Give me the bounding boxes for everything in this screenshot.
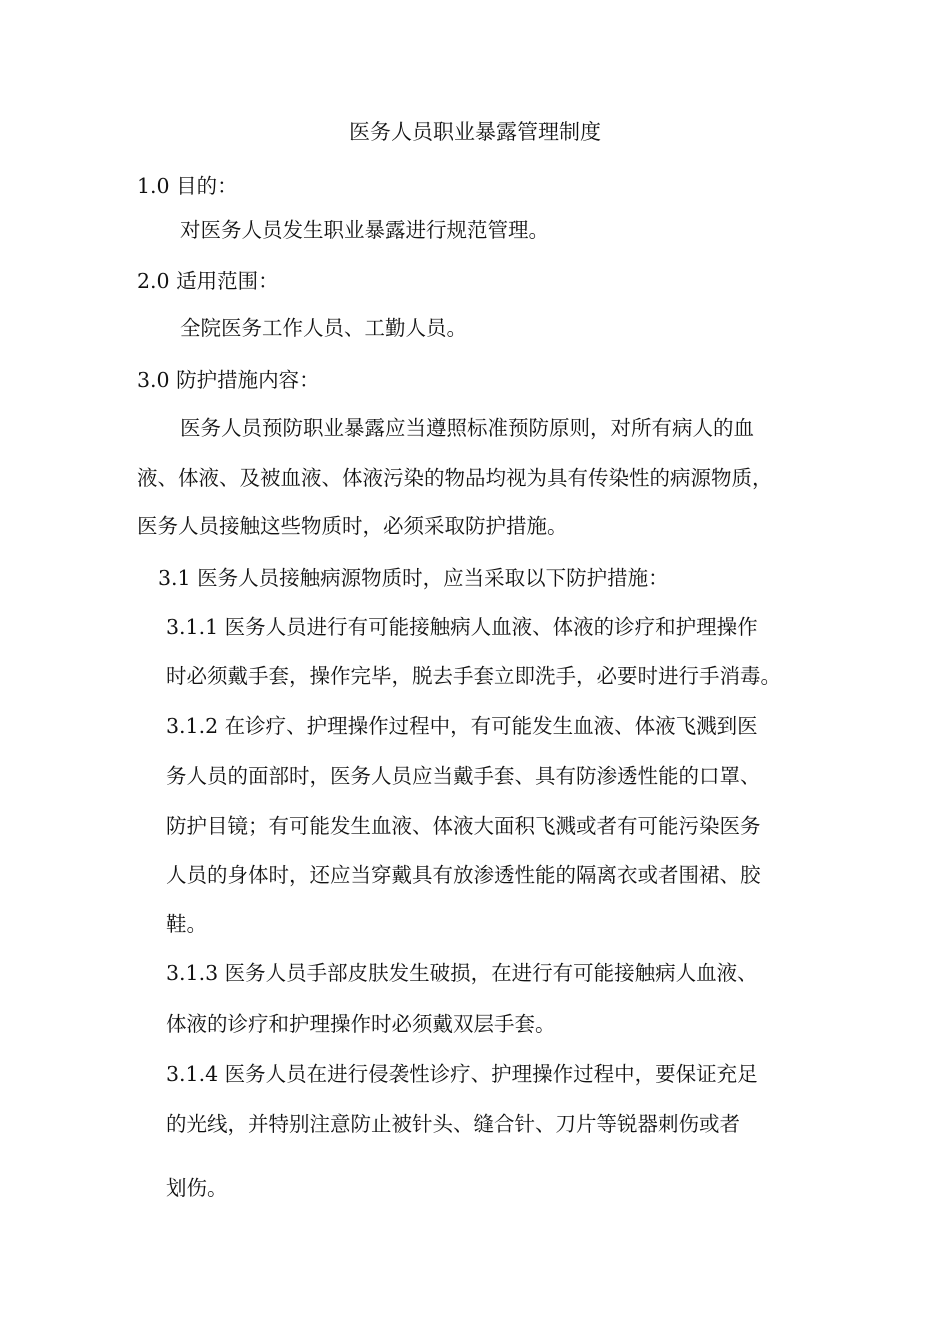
section-3-intro-line: 医务人员接触这些物质时，必须采取防护措施。 [137,514,568,538]
item-3-1-2-line: 3.1.2 在诊疗、护理操作过程中，有可能发生血液、体液飞溅到医 [166,714,758,738]
section-1-body: 对医务人员发生职业暴露进行规范管理。 [180,218,549,242]
section-3-heading: 3.0 防护措施内容： [137,368,320,392]
item-3-1-2-line: 务人员的面部时，医务人员应当戴手套、具有防渗透性能的口罩、 [166,764,761,788]
item-3-1-2-line: 鞋。 [166,912,207,936]
item-3-1-4-line: 的光线，并特别注意防止被针头、缝合针、刀片等锐器刺伤或者 [166,1112,740,1136]
item-3-1-2-line: 人员的身体时，还应当穿戴具有放渗透性能的隔离衣或者围裙、胶 [166,863,761,887]
item-3-1-1-line: 时必须戴手套，操作完毕，脱去手套立即洗手，必要时进行手消毒。 [166,664,781,688]
section-2-heading: 2.0 适用范围： [137,269,279,293]
item-3-1-3-line: 体液的诊疗和护理操作时必须戴双层手套。 [166,1012,556,1036]
item-3-1-4-line: 划伤。 [166,1176,228,1200]
section-1-heading: 1.0 目的： [137,174,238,198]
item-3-1-3-line: 3.1.3 医务人员手部皮肤发生破损，在进行有可能接触病人血液、 [166,961,758,985]
section-3-intro-line: 医务人员预防职业暴露应当遵照标准预防原则，对所有病人的血 [180,416,754,440]
section-3-intro-line: 液、体液、及被血液、体液污染的物品均视为具有传染性的病源物质， [137,466,773,490]
section-2-body: 全院医务工作人员、工勤人员。 [180,316,467,340]
document-title: 医务人员职业暴露管理制度 [349,120,601,144]
item-3-1-2-line: 防护目镜；有可能发生血液、体液大面积飞溅或者有可能污染医务 [166,814,761,838]
item-3-1: 3.1 医务人员接触病源物质时，应当采取以下防护措施： [158,566,669,590]
item-3-1-4-line: 3.1.4 医务人员在进行侵袭性诊疗、护理操作过程中，要保证充足 [166,1062,758,1086]
item-3-1-1-line: 3.1.1 医务人员进行有可能接触病人血液、体液的诊疗和护理操作 [166,615,758,639]
